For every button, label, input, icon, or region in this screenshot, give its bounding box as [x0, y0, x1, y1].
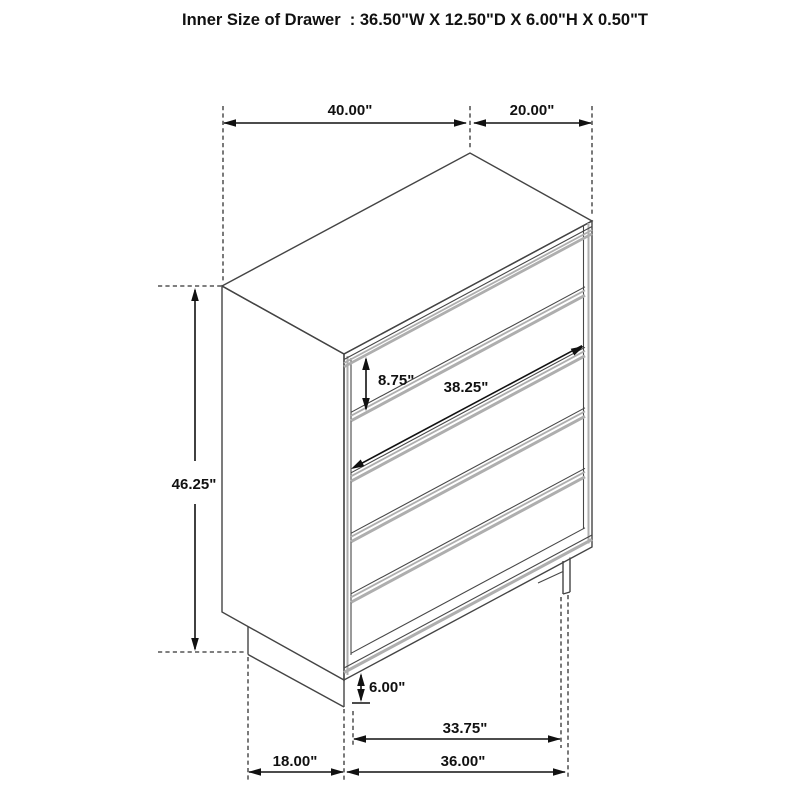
- dim-label-top-depth: 20.00": [509, 102, 555, 119]
- chest-front-face: [344, 221, 592, 680]
- drawer-separator: [351, 287, 585, 421]
- dim-label-bottom-width: 36.00": [440, 753, 486, 770]
- dim-drawer-height: [362, 357, 414, 411]
- dim-label-top-width: 40.00": [327, 102, 373, 119]
- chest-top-face: [222, 153, 592, 354]
- dim-label-drawer-width: 38.25": [443, 379, 489, 396]
- dim-bottom-depth: [248, 753, 344, 776]
- chest-base-and-legs: [248, 558, 570, 708]
- dim-label-base-inner-width: 33.75": [442, 720, 488, 737]
- dim-overall-height: [172, 288, 217, 651]
- dim-base-inner-width: [353, 720, 561, 743]
- dim-leg-height: [352, 673, 405, 703]
- dim-label-bottom-depth: 18.00": [272, 753, 318, 770]
- bottom-edge-band: [344, 528, 592, 673]
- dim-label-leg-height: 6.00": [369, 679, 406, 696]
- drawer-separator: [351, 468, 585, 602]
- chest-side-face: [222, 286, 344, 680]
- page-title: Inner Size of Drawer : 36.50"W X 12.50"D X 6.00"H X 0.50"T: [182, 11, 648, 29]
- dim-label-overall-height: 46.25": [171, 476, 217, 493]
- dim-top-depth: [473, 102, 592, 127]
- dim-drawer-width: [351, 346, 584, 469]
- drawer-separator: [351, 408, 585, 542]
- drawer-separator: [351, 347, 585, 481]
- dim-label-drawer-height: 8.75": [378, 372, 415, 389]
- top-edge-band: [344, 227, 592, 367]
- dim-bottom-width: [346, 753, 566, 776]
- dim-top-width: [223, 102, 467, 127]
